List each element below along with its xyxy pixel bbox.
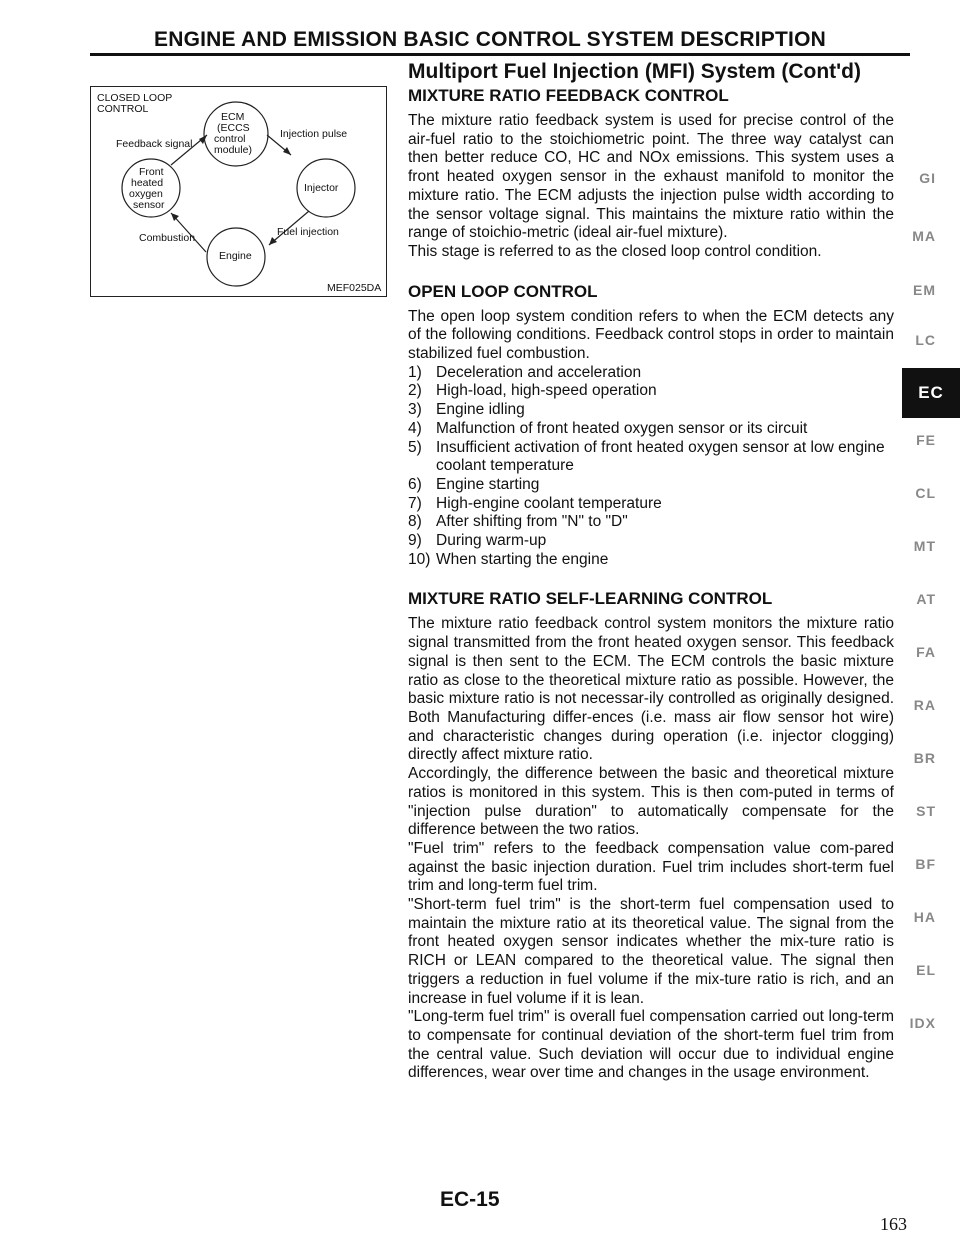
open-loop-conditions-list xyxy=(408,364,894,570)
list-item: 2) High-load, high-speed operation xyxy=(408,382,657,400)
tab-ra[interactable]: RA xyxy=(913,697,936,713)
tab-el[interactable]: EL xyxy=(916,962,936,978)
injector-label: Injector xyxy=(304,182,339,194)
list-item: 9) During warm-up xyxy=(408,532,547,550)
feedback-signal-label: Feedback signal xyxy=(116,138,193,150)
sensor-label-line4: sensor xyxy=(133,199,165,211)
tab-cl[interactable]: CL xyxy=(915,485,936,501)
tab-lc[interactable]: LC xyxy=(915,332,936,348)
ecm-label-line4: module) xyxy=(214,144,252,156)
open-loop-intro: The open loop system condition refers to when the ECM detects any of the following conditions. Feedback control stops in order to maintain stabilized fuel combustion. xyxy=(408,307,894,363)
list-item: 1) Deceleration and acceleration xyxy=(408,363,642,381)
list-item: 4) Malfunction of front heated oxygen sensor or its circuit xyxy=(408,419,808,437)
ecm-label-line2: (ECCS xyxy=(217,122,250,134)
page-header: ENGINE AND EMISSION BASIC CONTROL SYSTEM DESCRIPTION xyxy=(154,28,826,51)
sensor-label-line3: oxygen xyxy=(129,188,163,200)
tab-fe[interactable]: FE xyxy=(916,432,936,448)
section-title: Multiport Fuel Injection (MFI) System (Cont'd) xyxy=(408,60,861,83)
tab-mt[interactable]: MT xyxy=(913,538,936,554)
figure-id: MEF025DA xyxy=(327,282,382,294)
tab-ec[interactable]: EC xyxy=(902,368,960,418)
list-item: 10) When starting the engine xyxy=(408,550,609,568)
tab-ma[interactable]: MA xyxy=(912,228,936,244)
heading-open-loop-control: OPEN LOOP CONTROL xyxy=(408,281,598,301)
sensor-label-line1: Front xyxy=(139,166,164,178)
closed-loop-diagram xyxy=(90,86,387,297)
ecm-label-line1: ECM xyxy=(221,111,245,123)
tab-ha[interactable]: HA xyxy=(913,909,936,925)
heading-feedback-control: MIXTURE RATIO FEEDBACK CONTROL xyxy=(408,86,729,105)
list-item: 8) After shifting from "N" to "D" xyxy=(408,513,628,531)
self-learning-paragraph-2: Accordingly, the difference between the basic and theoretical mixture ratios is monitored in this system. This is then com-puted in terms of "injection pulse duration" to automatically compensate for the difference between the two ratios. xyxy=(408,765,894,839)
list-item: 5) Insufficient activation of front heated oxygen sensor at low engine coolant temperature xyxy=(408,438,885,475)
combustion-label: Combustion xyxy=(139,232,196,244)
tab-idx[interactable]: IDX xyxy=(909,1015,936,1031)
tab-br[interactable]: BR xyxy=(913,750,936,766)
diagram-title-line2: CONTROL xyxy=(97,103,149,115)
fuel-injection-label: Fuel injection xyxy=(277,226,339,238)
self-learning-paragraph-5: "Long-term fuel trim" is overall fuel compensation carried out long-term to compensate for continual deviation of the short-term fuel trim from the central value. Such deviation will occur due to individual engine differences, wear over time and changes in the usage environment. xyxy=(408,1008,894,1082)
feedback-paragraph-2: This stage is referred to as the closed loop control condition. xyxy=(408,242,822,260)
header-rule xyxy=(90,53,910,56)
self-learning-paragraph-4: "Short-term fuel trim" is the short-term fuel compensation used to maintain the mixture ratio at its theoretical value. The signal from the front heated oxygen sensor indicates whether the mix-ture ratio is RICH or LEAN compared to the theoretical value. The signal then triggers a reduction in fuel volume if the mix-ture ratio is rich, and an increase in fuel volume if it is lean. xyxy=(408,896,894,1007)
list-item: 6) Engine starting xyxy=(408,475,540,493)
feedback-paragraph-1: The mixture ratio feedback system is used for precise control of the air-fuel ratio to the stoichiometric point. The three way catalyst can then better reduce CO, HC and NOx emissions. This system uses a front heated oxygen sensor in the exhaust manifold to monitor the mixture ratio. The ECM adjusts the injection pulse width according to the sensor voltage signal. This maintains the mixture ratio within the range of stoichio-metric (ideal air-fuel mixture). xyxy=(408,112,894,242)
tab-gi[interactable]: GI xyxy=(919,170,936,186)
self-learning-paragraph-3: "Fuel trim" refers to the feedback compensation value com-pared against the basic injection duration. Fuel trim includes short-term fuel trim and long-term fuel trim. xyxy=(408,839,894,895)
diagram-title-line1: CLOSED LOOP xyxy=(97,92,173,104)
tab-em[interactable]: EM xyxy=(913,282,936,298)
tab-bf[interactable]: BF xyxy=(915,856,936,872)
list-item: 7) High-engine coolant temperature xyxy=(408,494,662,512)
tab-st[interactable]: ST xyxy=(916,803,936,819)
main-text-column xyxy=(408,86,894,1083)
tab-at[interactable]: AT xyxy=(916,591,936,607)
injection-pulse-label: Injection pulse xyxy=(280,128,348,140)
ecm-label-line3: control xyxy=(214,133,246,145)
heading-self-learning-control: MIXTURE RATIO SELF-LEARNING CONTROL xyxy=(408,589,773,609)
list-item: 3) Engine idling xyxy=(408,401,525,419)
sensor-label-line2: heated xyxy=(131,177,164,189)
tab-fa[interactable]: FA xyxy=(916,644,936,660)
footer-page-code: EC-15 xyxy=(440,1188,500,1211)
page-number: 163 xyxy=(880,1214,907,1234)
self-learning-paragraph-1: The mixture ratio feedback control system monitors the mixture ratio signal transmitted from the front heated oxygen sensor. This feedback signal is then sent to the ECM. The ECM controls the basic mixture ratio as close to the theoretical mixture ratio as possible. However, the basic mixture ratio is not necessar-ily controlled as originally designed. Both Manufacturing differ-ences (i.e. mass air flow sensor hot wire) and characteristic changes during operation (i.e. injector clogging) directly affect mixture ratio. xyxy=(408,615,894,764)
engine-label: Engine xyxy=(219,250,252,262)
